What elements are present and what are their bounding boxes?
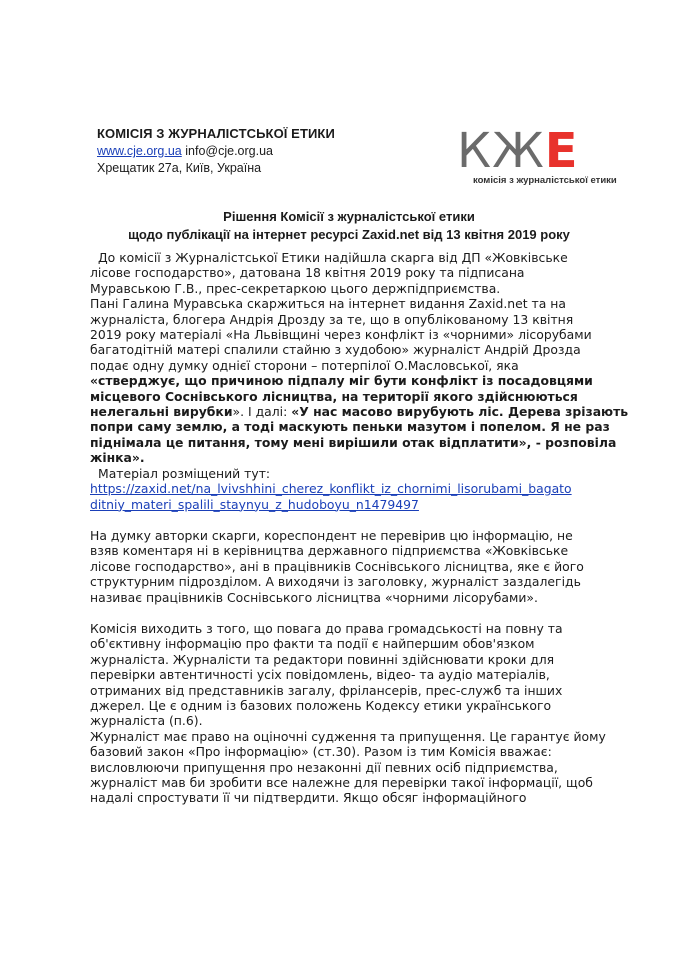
text-line xyxy=(90,419,615,434)
quote-text: піднімала це питання, тому мені вирішили отак відплатити», - розповіла xyxy=(90,434,617,450)
text-line: Муравською Г.В., прес-секретаркою цього держпідприємства. xyxy=(90,280,501,296)
quote-text: жінка». xyxy=(90,450,145,466)
address-text: Хрещатик 27а, Київ, Україна xyxy=(97,161,262,175)
quote-text: місцевого Соснівського лісництва, на території якого здійснюються xyxy=(90,388,578,404)
text-line: висловлюючи припущення про незаконні дії певних осіб підприємства, xyxy=(90,759,558,775)
text-line: журналіста. Журналісти та редактори повинні здійснювати кроки для xyxy=(90,651,555,667)
logo-letters-gray: КЖ xyxy=(457,123,545,179)
document-body xyxy=(90,250,629,806)
text-line: журналіст мав би зробити все належне для перевірки такої інформації, щоб xyxy=(90,775,593,790)
text-line: багатодітній матері спалили стайню з худобою» журналіст Андрій Дрозда xyxy=(90,342,581,358)
text-line: подає одну думку однієї сторони – потерпілої О.Масловської, яка xyxy=(90,357,519,373)
text-line: структурним підрозділом. А виходячи із заголовку, журналіст заздалегідь xyxy=(90,574,581,590)
text-line xyxy=(90,497,615,512)
quote-text: «стверджує, що причиною підпалу міг бути конфлікт із посадовцями xyxy=(90,373,593,389)
plain-text: ». І далі: xyxy=(232,404,292,420)
quote-text: попри саму землю, а тоді маскують пеньки мазутом і попелом. Я не раз xyxy=(90,419,610,435)
text-line: надалі спростувати її чи підтвердити. Якщо обсяг інформаційного xyxy=(90,790,527,806)
article-link-continued[interactable]: ditniy_materi_spalili_staynyu_z_hudoboyu_n1479497 xyxy=(90,496,419,512)
text-line xyxy=(90,389,615,404)
text-line: лісове господарство», датована 18 квітня 2019 року та підписана xyxy=(90,265,525,281)
spacer xyxy=(90,605,615,621)
text-line xyxy=(90,481,615,496)
text-line: перевірки автентичності усіх повідомлень, відео- та аудіо матеріалів, xyxy=(90,667,550,683)
text-line: Комісія виходить з того, що повага до права громадськості на повну та xyxy=(90,620,563,636)
org-name: КОМІСІЯ З ЖУРНАЛІСТСЬКОЇ ЕТИКИ xyxy=(97,126,335,141)
paragraph-complaint-intro xyxy=(90,250,615,296)
text-line: журналіста (п.6). xyxy=(90,713,203,729)
logo-letters xyxy=(457,123,579,179)
text-line: об'єктивну інформацію про факти та події є найпершим обов'язком xyxy=(90,636,535,652)
text-line: Матеріал розміщений тут: xyxy=(98,465,271,481)
quote-text: нелегальні вирубки xyxy=(90,404,233,420)
text-line: Журналіст має право на оціночні судження та припущення. Це гарантує йому xyxy=(90,728,606,744)
text-line: До комісії з Журналістської Етики надійшла скарга від ДП «Жовківське xyxy=(98,250,568,265)
paragraph-complaint-argument xyxy=(90,528,615,605)
decision-title-line2: щодо публікації на інтернет ресурсі Zaxid.net від 13 квітня 2019 року xyxy=(128,227,570,242)
logo-subtitle: комісія з журналістської етики xyxy=(473,175,617,186)
text-line: лісове господарство», ані в працівників Соснівського лісництва, яке є його xyxy=(90,558,584,574)
logo-letter-red: Е xyxy=(544,123,579,179)
paragraph-commission-position xyxy=(90,621,615,729)
text-line: називає працівників Соснівського лісництва «чорними лісорубами». xyxy=(90,589,538,605)
quote-text: «У нас масово вирубують ліс. Дерева зрізають xyxy=(291,404,629,420)
paragraph-complaint-details xyxy=(90,296,629,512)
text-line xyxy=(90,435,615,450)
kje-logo xyxy=(457,123,617,192)
text-line: 2019 року матеріалі «На Львівщині через конфлікт із «чорними» лісорубами xyxy=(90,327,592,343)
text-line: отриманих від представників загалу, фрілансерів, прес-служб та інших xyxy=(90,682,563,698)
text-line: Пані Галина Муравська скаржиться на інтернет видання Zaxid.net та на xyxy=(90,296,567,312)
email-text: info@cje.org.ua xyxy=(185,144,273,158)
text-line: На думку авторки скарги, кореспондент не перевірив цю інформацію, не xyxy=(90,527,573,543)
text-line: взяв коментаря ні в керівництва державного підприємства «Жовківське xyxy=(90,543,569,559)
text-line: журналіста, блогера Андрія Дрозду за те, що в опублікованому 13 квітня xyxy=(90,311,574,327)
article-link[interactable]: https://zaxid.net/na_lvivshhini_cherez_konflikt_iz_chornimi_lisorubami_bagato xyxy=(90,481,572,497)
decision-title-line1: Рішення Комісії з журналістської етики xyxy=(223,209,475,224)
text-line xyxy=(90,404,629,420)
contact-line xyxy=(97,144,335,158)
paragraph-journalist-rights xyxy=(90,729,615,806)
letterhead xyxy=(97,126,335,175)
spacer xyxy=(90,512,615,528)
text-line: базовий закон «Про інформацію» (ст.30). Разом із тим Комісія вважає: xyxy=(90,744,552,760)
text-line xyxy=(90,373,615,388)
website-link[interactable]: www.cje.org.ua xyxy=(97,144,182,158)
text-line xyxy=(90,450,615,465)
text-line: джерел. Це є одним із базових положень Кодексу етики українського xyxy=(90,697,552,713)
